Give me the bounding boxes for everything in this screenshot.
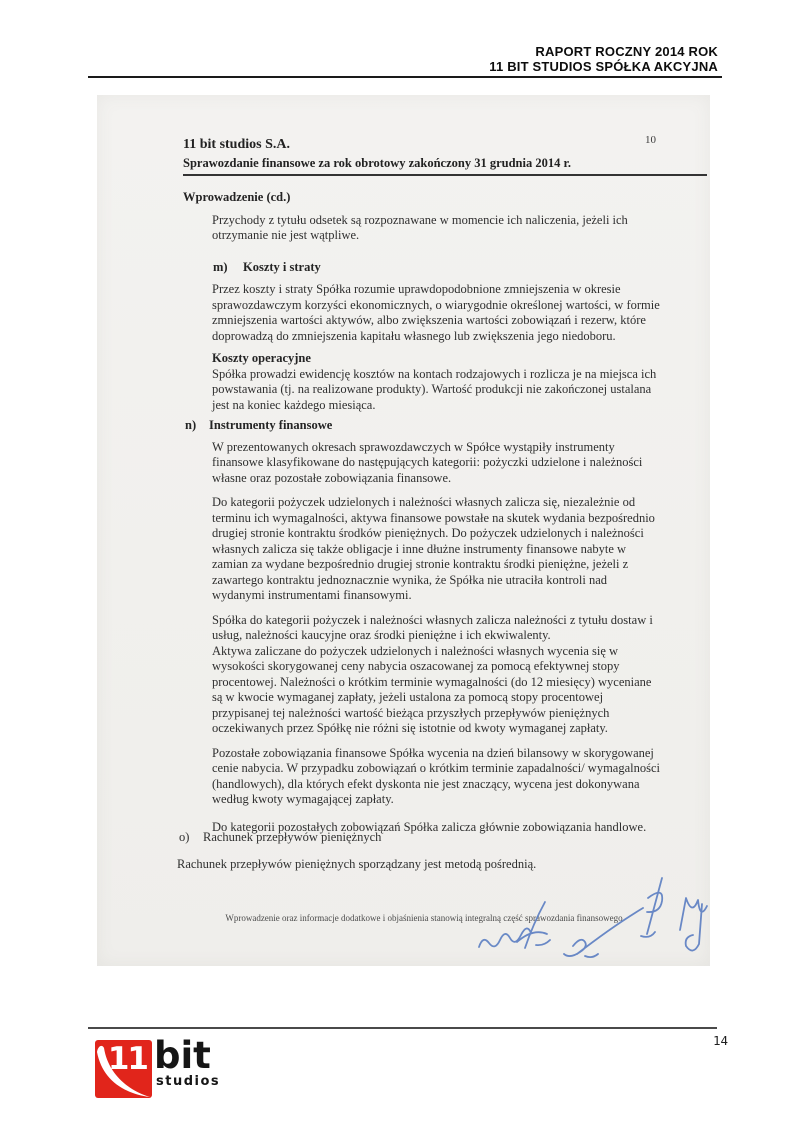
section-n-paragraph-5: Do kategorii pozostałych zobowiązań Spółka zalicza głównie zobowiązania handlowe. bbox=[212, 819, 647, 834]
report-page-number: 14 bbox=[712, 1033, 728, 1048]
section-m-heading bbox=[213, 260, 707, 276]
operating-costs-paragraph: Spółka prowadzi ewidencję kosztów na kontach rodzajowych i rozlicza je na miejsca ich powstawania (tj. na realizowane produkty). Wartość produkcji nie zakończonej ustalana jest na koniec każdego miesiąca. bbox=[212, 366, 657, 412]
section-n-label: n) bbox=[185, 418, 197, 432]
signature-scribble-ink bbox=[479, 928, 550, 947]
report-header-line1: RAPORT ROCZNY 2014 ROK bbox=[535, 44, 718, 59]
scanned-document-page bbox=[97, 95, 710, 966]
section-n-paragraph-3b: Aktywa zaliczane do pożyczek udzielonych i należności własnych wycenia się w wysokości skorygowanej ceny nabycia oszacowanej za pomocą efektywnej stopy procentowej. Należności o krótkim terminie wymagalności (do 12 miesięcy) wyceniane są w kwocie wymaganej zapłaty, jeżeli ustalona za pomocą stopy procentowej przypisanej tej należności wartość bieżąca przyszłych przepływów pieniężnych oczekiwanych przez Spółkę nie różni się istotnie od kwoty wymaganej zapłaty. bbox=[212, 643, 652, 735]
operating-costs-heading: Koszty operacyjne bbox=[212, 351, 311, 365]
section-n-paragraph-4: Pozostałe zobowiązania finansowe Spółka wycenia na dzień bilansowy w skorygowanej cenie nabycia. W przypadku zobowiązań o krótkim terminie zapadalności/ wymagalności (handlowych), dla których efekt dyskonta nie jest znaczący, wycena jest dokonywana według kwoty wymagającej zapłaty. bbox=[212, 745, 660, 806]
document-company-title bbox=[183, 134, 707, 153]
logo-word-bit: bit bbox=[154, 1034, 211, 1077]
signature-middle-ink bbox=[564, 908, 643, 957]
signature-flourish-ink bbox=[517, 902, 547, 948]
document-subtitle: Sprawozdanie finansowe za rok obrotowy zakończony 31 grudnia 2014 r. bbox=[183, 156, 707, 177]
intro-heading: Wprowadzenie (cd.) bbox=[183, 190, 291, 204]
intro-paragraph: Przychody z tytułu odsetek są rozpoznawane w momencie ich naliczenia, jeżeli ich otrzymanie nie jest wątpliwe. bbox=[212, 212, 628, 242]
signatures-ink bbox=[455, 868, 715, 968]
header-divider bbox=[88, 76, 722, 78]
scan-page-number: 10 bbox=[645, 134, 656, 146]
signature-initials-ink bbox=[680, 898, 707, 951]
section-o-label: o) bbox=[179, 830, 190, 844]
section-n-paragraph-3 bbox=[212, 613, 662, 737]
footer-divider bbox=[88, 1027, 717, 1029]
logo-word-studios: studios bbox=[156, 1074, 221, 1089]
company-name: 11 bit studios S.A. bbox=[183, 137, 290, 152]
signature-tall-ink bbox=[641, 878, 662, 937]
section-m-title: Koszty i straty bbox=[243, 259, 321, 274]
section-n-heading bbox=[185, 418, 707, 434]
report-header-line2: 11 BIT STUDIOS SPÓŁKA AKCYJNA bbox=[489, 59, 718, 74]
section-o-heading bbox=[179, 830, 381, 845]
document-footnote: Wprowadzenie oraz informacje dodatkowe i objaśnienia stanowią integralną część sprawozdania finansowego bbox=[225, 913, 623, 923]
company-logo bbox=[95, 1034, 221, 1098]
section-m-paragraph: Przez koszty i straty Spółka rozumie uprawdopodobnione zmniejszenia w okresie sprawozdawczym korzyści ekonomicznych, o wiarygodnie określonej wartości, w formie zmniejszenia wartości aktywów, albo zwiększenia wartości zobowiązań i rezerw, które doprowadzą do zmniejszenia kapitału własnego lub zwiększenia jego niedoboru. bbox=[212, 282, 660, 343]
section-n-paragraph-2: Do kategorii pożyczek udzielonych i należności własnych zalicza się, niezależnie od terminu ich wymagalności, aktywa finansowe powstałe na skutek wydania bezpośrednio drugiej stronie kontraktu środków pieniężnych. Do pożyczek udzielonych i należności własnych zalicza się także obligacje i inne dłużne instrumenty finansowe nabyte w zamian za wydane bezpośrednio drugiej stronie kontraktu środki pieniężne, jeżeli z zawartego kontraktu jednoznacznie wynika, że Spółka nie utraciła kontroli nad wydanymi instrumentami finansowymi. bbox=[212, 495, 655, 602]
logo-number: 11 bbox=[107, 1041, 147, 1077]
section-o-paragraph: Rachunek przepływów pieniężnych sporządzany jest metodą pośrednią. bbox=[177, 857, 537, 871]
section-m-label: m) bbox=[213, 259, 228, 274]
section-n-title: Instrumenty finansowe bbox=[209, 418, 333, 432]
logo-red-square bbox=[95, 1040, 152, 1098]
report-header bbox=[489, 44, 718, 74]
section-n-paragraph-3a: Spółka do kategorii pożyczek i należności własnych zalicza należności z tytułu dostaw i usług, należności kaucyjne oraz środki pieniężne i ich ekwiwalenty. bbox=[212, 612, 653, 642]
section-n-paragraph-1: W prezentowanych okresach sprawozdawczych w Spółce wystąpiły instrumenty finansowe klasyfikowane do następujących kategorii: pożyczki udzielone i należności własne oraz pozostałe zobowiązania finansowe. bbox=[212, 439, 643, 485]
document-content bbox=[183, 134, 707, 835]
section-o-title: Rachunek przepływów pieniężnych bbox=[203, 830, 382, 844]
